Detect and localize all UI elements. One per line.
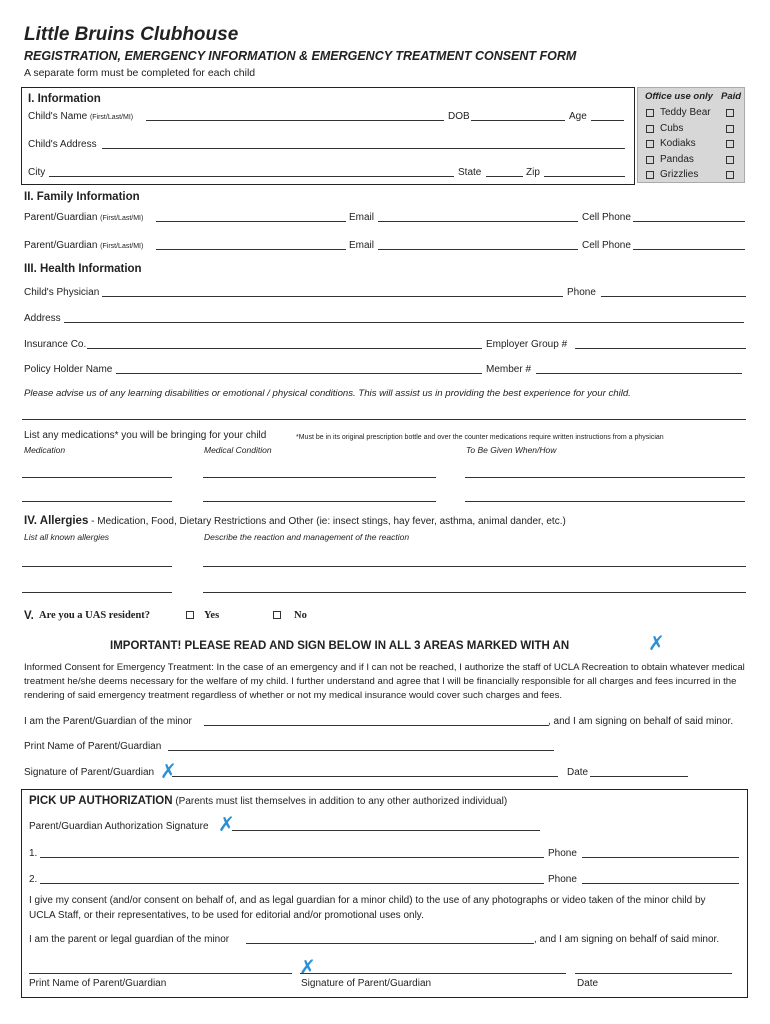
- photo-signature-field[interactable]: [300, 973, 566, 974]
- parent2-label: Parent/Guardian (First/Last/MI): [24, 240, 144, 251]
- office-paid-title: Paid: [721, 91, 742, 102]
- childs-name-field[interactable]: [146, 120, 444, 121]
- medication-line[interactable]: [22, 477, 172, 478]
- office-paid-checkbox[interactable]: [726, 125, 734, 133]
- email2-label: Email: [349, 240, 375, 251]
- office-group-label: Grizzlies: [660, 169, 699, 180]
- resident-no-label: No: [294, 610, 307, 621]
- x-mark-icon: ✗: [160, 759, 177, 783]
- photo-print-name-field[interactable]: [29, 973, 292, 974]
- zip-label: Zip: [526, 167, 540, 178]
- col-when: To Be Given When/How: [466, 445, 557, 455]
- pickup-item2-label: 2.: [29, 874, 38, 885]
- photo-signature-label: Signature of Parent/Guardian: [301, 978, 432, 989]
- city-field[interactable]: [49, 176, 454, 177]
- form-note: A separate form must be completed for each child: [24, 67, 256, 79]
- advise-text: Please advise us of any learning disabilities or emotional / physical conditions. This will assist us in providing the best experience for your child.: [24, 388, 631, 399]
- email1-field[interactable]: [378, 221, 578, 222]
- conditions-field[interactable]: [22, 419, 746, 420]
- state-field[interactable]: [486, 176, 523, 177]
- allergy-line[interactable]: [22, 566, 172, 567]
- employer-label: Employer Group #: [486, 339, 568, 350]
- pickup-item1-field[interactable]: [40, 857, 544, 858]
- resident-yes-label: Yes: [204, 610, 220, 621]
- parent1-label: Parent/Guardian (First/Last/MI): [24, 212, 144, 223]
- office-paid-checkbox[interactable]: [726, 156, 734, 164]
- resident-yes-checkbox[interactable]: [186, 611, 194, 619]
- physician-phone-label: Phone: [567, 287, 596, 298]
- cell2-label: Cell Phone: [582, 240, 631, 251]
- medication-line[interactable]: [22, 501, 172, 502]
- when-line[interactable]: [465, 477, 745, 478]
- form-title: Little Bruins Clubhouse: [24, 24, 239, 45]
- resident-no-checkbox[interactable]: [273, 611, 281, 619]
- pickup-heading-row: PICK UP AUTHORIZATION (Parents must list themselves in addition to any other authorized individual): [29, 795, 508, 807]
- pickup-phone2-label: Phone: [548, 874, 577, 885]
- pickup-item1-label: 1.: [29, 848, 38, 859]
- office-use-title: Office use only: [645, 91, 713, 102]
- office-group-label: Pandas: [660, 153, 694, 165]
- x-mark-icon: ✗: [648, 631, 665, 655]
- office-group-label: Kodiaks: [660, 138, 696, 149]
- zip-field[interactable]: [544, 176, 625, 177]
- form-subtitle: REGISTRATION, EMERGENCY INFORMATION & EMERGENCY TREATMENT CONSENT FORM: [24, 49, 577, 63]
- employer-field[interactable]: [575, 348, 746, 349]
- member-label: Member #: [486, 364, 532, 375]
- pickup-phone2-field[interactable]: [582, 883, 739, 884]
- parent1-field[interactable]: [156, 221, 346, 222]
- photo-consent-text: I give my consent (and/or consent on behalf of, and as legal guardian for a minor child) to the use of any photographs or video taken of the minor child by UCLA Staff, or their representatives, to be used for editorial and/or promotional uses only.: [29, 895, 706, 921]
- office-group-checkbox[interactable]: [646, 171, 654, 179]
- policy-field[interactable]: [116, 373, 482, 374]
- reaction-line[interactable]: [203, 566, 746, 567]
- when-line[interactable]: [465, 501, 745, 502]
- office-paid-checkbox[interactable]: [726, 109, 734, 117]
- office-group-label: Cubs: [660, 122, 684, 134]
- col-condition: Medical Condition: [204, 445, 272, 455]
- age-label: Age: [569, 111, 587, 122]
- pickup-phone1-field[interactable]: [582, 857, 739, 858]
- consent-print-name-field[interactable]: [168, 750, 554, 751]
- dob-field[interactable]: [471, 120, 565, 121]
- office-group-checkbox[interactable]: [646, 125, 654, 133]
- x-mark-icon: ✗: [218, 812, 235, 836]
- pickup-item2-field[interactable]: [40, 883, 544, 884]
- childs-name-label: Child's Name (First/Last/MI): [28, 111, 134, 122]
- condition-line[interactable]: [203, 477, 436, 478]
- physician-field[interactable]: [102, 296, 563, 297]
- consent-text: Informed Consent for Emergency Treatment: In the case of an emergency and if I can not be reached, I authorize the staff of UCLA Recreation to obtain whatever medical treatment he/she deems necessary for the welfare of my child. I further understand and agree that I will be financially responsible for all charges and fees incurred in the rendering of said emergency treatment regardless of whether or not my medical insurance would cover such charges and fees.: [24, 662, 745, 701]
- health-heading: III. Health Information: [24, 263, 142, 275]
- age-field[interactable]: [591, 120, 624, 121]
- health-address-field[interactable]: [64, 322, 744, 323]
- dob-label: DOB: [448, 111, 470, 122]
- state-label: State: [458, 167, 482, 178]
- resident-num: V.: [24, 610, 34, 622]
- consent-date-label: Date: [567, 767, 589, 778]
- consent-minor-field[interactable]: [204, 725, 549, 726]
- pickup-auth-sig-field[interactable]: [232, 830, 540, 831]
- photo-print-name-label: Print Name of Parent/Guardian: [29, 978, 167, 989]
- pickup-auth-sig-label: Parent/Guardian Authorization Signature: [29, 821, 209, 832]
- office-group-checkbox[interactable]: [646, 140, 654, 148]
- physician-label: Child's Physician: [24, 287, 100, 298]
- office-paid-checkbox[interactable]: [726, 140, 734, 148]
- cell1-field[interactable]: [633, 221, 745, 222]
- photo-minor-field[interactable]: [246, 943, 534, 944]
- medications-note: *Must be in its original prescription bottle and over the counter medications require written instructions from a physician: [296, 434, 664, 441]
- consent-date-field[interactable]: [590, 776, 688, 777]
- office-group-label: Teddy Bear: [660, 107, 711, 118]
- insurance-label: Insurance Co.: [24, 339, 87, 350]
- cell2-field[interactable]: [633, 249, 745, 250]
- x-mark-icon: ✗: [299, 955, 316, 979]
- cell1-label: Cell Phone: [582, 212, 631, 223]
- photo-date-field[interactable]: [575, 973, 732, 974]
- medications-label: List any medications* you will be bringing for your child: [24, 430, 267, 441]
- physician-phone-field[interactable]: [601, 296, 746, 297]
- reaction-line[interactable]: [203, 592, 746, 593]
- health-address-label: Address: [24, 313, 61, 324]
- family-heading: II. Family Information: [24, 191, 140, 203]
- childs-address-field[interactable]: [102, 148, 625, 149]
- photo-parent-of-label: I am the parent or legal guardian of the minor: [29, 934, 230, 945]
- resident-question: Are you a UAS resident?: [39, 610, 151, 621]
- col-reaction: Describe the reaction and management of the reaction: [204, 532, 410, 542]
- city-label: City: [28, 167, 46, 178]
- office-paid-checkbox[interactable]: [726, 171, 734, 179]
- consent-signature-label: Signature of Parent/Guardian: [24, 767, 155, 778]
- childs-address-label: Child's Address: [28, 139, 97, 150]
- information-box: [21, 87, 635, 185]
- condition-line[interactable]: [203, 501, 436, 502]
- member-field[interactable]: [536, 373, 742, 374]
- allergies-heading-row: IV. Allergies - Medication, Food, Dietary Restrictions and Other (ie: insect stings, hay fever, asthma, animal dander, etc.): [24, 515, 566, 527]
- parent2-field[interactable]: [156, 249, 346, 250]
- col-allergies: List all known allergies: [24, 532, 110, 542]
- allergy-line[interactable]: [22, 592, 172, 593]
- information-heading: I. Information: [28, 93, 101, 105]
- office-group-checkbox[interactable]: [646, 156, 654, 164]
- policy-label: Policy Holder Name: [24, 364, 113, 375]
- consent-signature-field[interactable]: [172, 776, 558, 777]
- office-group-checkbox[interactable]: [646, 109, 654, 117]
- pickup-phone1-label: Phone: [548, 848, 577, 859]
- consent-print-name-label: Print Name of Parent/Guardian: [24, 741, 162, 752]
- email1-label: Email: [349, 212, 375, 223]
- consent-parent-of-label: I am the Parent/Guardian of the minor: [24, 716, 192, 727]
- email2-field[interactable]: [378, 249, 578, 250]
- photo-date-label: Date: [577, 978, 599, 989]
- consent-behalf-text: , and I am signing on behalf of said minor.: [548, 716, 734, 727]
- col-medication: Medication: [24, 445, 66, 455]
- photo-behalf-text: , and I am signing on behalf of said minor.: [534, 934, 720, 945]
- insurance-field[interactable]: [87, 348, 482, 349]
- important-heading: IMPORTANT! PLEASE READ AND SIGN BELOW IN ALL 3 AREAS MARKED WITH AN: [110, 640, 570, 652]
